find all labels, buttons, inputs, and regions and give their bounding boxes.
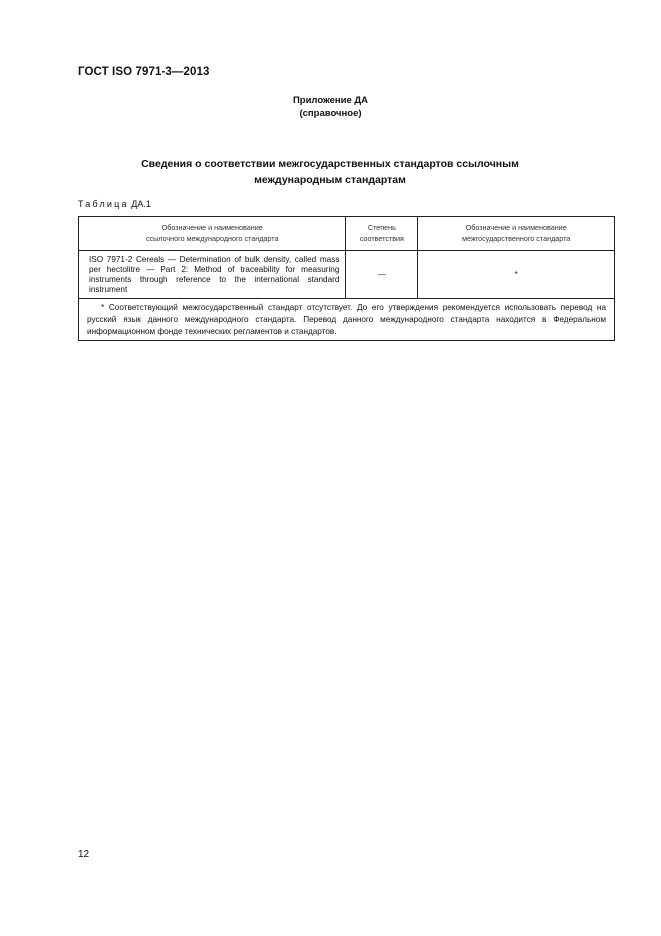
header-international-standard <box>79 217 346 251</box>
cell-international-standard: ISO 7971-2 Cereals — Determination of bulk density, called mass per hectolitre — Part 2: Method of traceability for measuring instruments through reference to the international standard instrument <box>79 251 346 299</box>
table-caption-word: Таблица <box>78 199 129 209</box>
footnote-text: * Соответствующий межгосударственный стандарт отсутствует. До его утверждения рекомендуется использовать перевод на русский язык данного международного стандарта. Перевод данного международного стандарта находится в Федеральном информационном фонде технических регламентов и стандартов. <box>87 303 606 336</box>
header-col1-line1: Обозначение и наименование <box>161 223 263 232</box>
header-col1-line2: ссылочного международного стандарта <box>145 233 279 243</box>
cell-interstate-standard: * <box>418 251 615 299</box>
header-col3-line2: межгосударственного стандарта <box>462 233 571 243</box>
table-footnote-row <box>79 299 615 341</box>
appendix-kind: (справочное) <box>299 108 362 119</box>
cell-degree: — <box>346 251 418 299</box>
table-row <box>79 251 615 299</box>
correspondence-table <box>78 216 615 341</box>
header-degree <box>346 217 418 251</box>
document-header: ГОСТ ISO 7971-3—2013 <box>78 66 210 78</box>
table-header-row <box>79 217 615 251</box>
table-caption <box>78 199 151 209</box>
header-col3-line1: Обозначение и наименование <box>465 223 567 232</box>
appendix-title: Приложение ДА <box>292 95 369 106</box>
header-col2-line2: соответствия <box>359 233 404 243</box>
header-interstate-standard <box>418 217 615 251</box>
page-number: 12 <box>78 849 90 860</box>
header-col2-line1: Степень <box>367 223 396 232</box>
table-footnote <box>79 299 615 341</box>
table-caption-id: ДА.1 <box>131 199 151 209</box>
section-title: Сведения о соответствии межгосударственных стандартов ссылочным международным стандартам <box>141 158 519 186</box>
